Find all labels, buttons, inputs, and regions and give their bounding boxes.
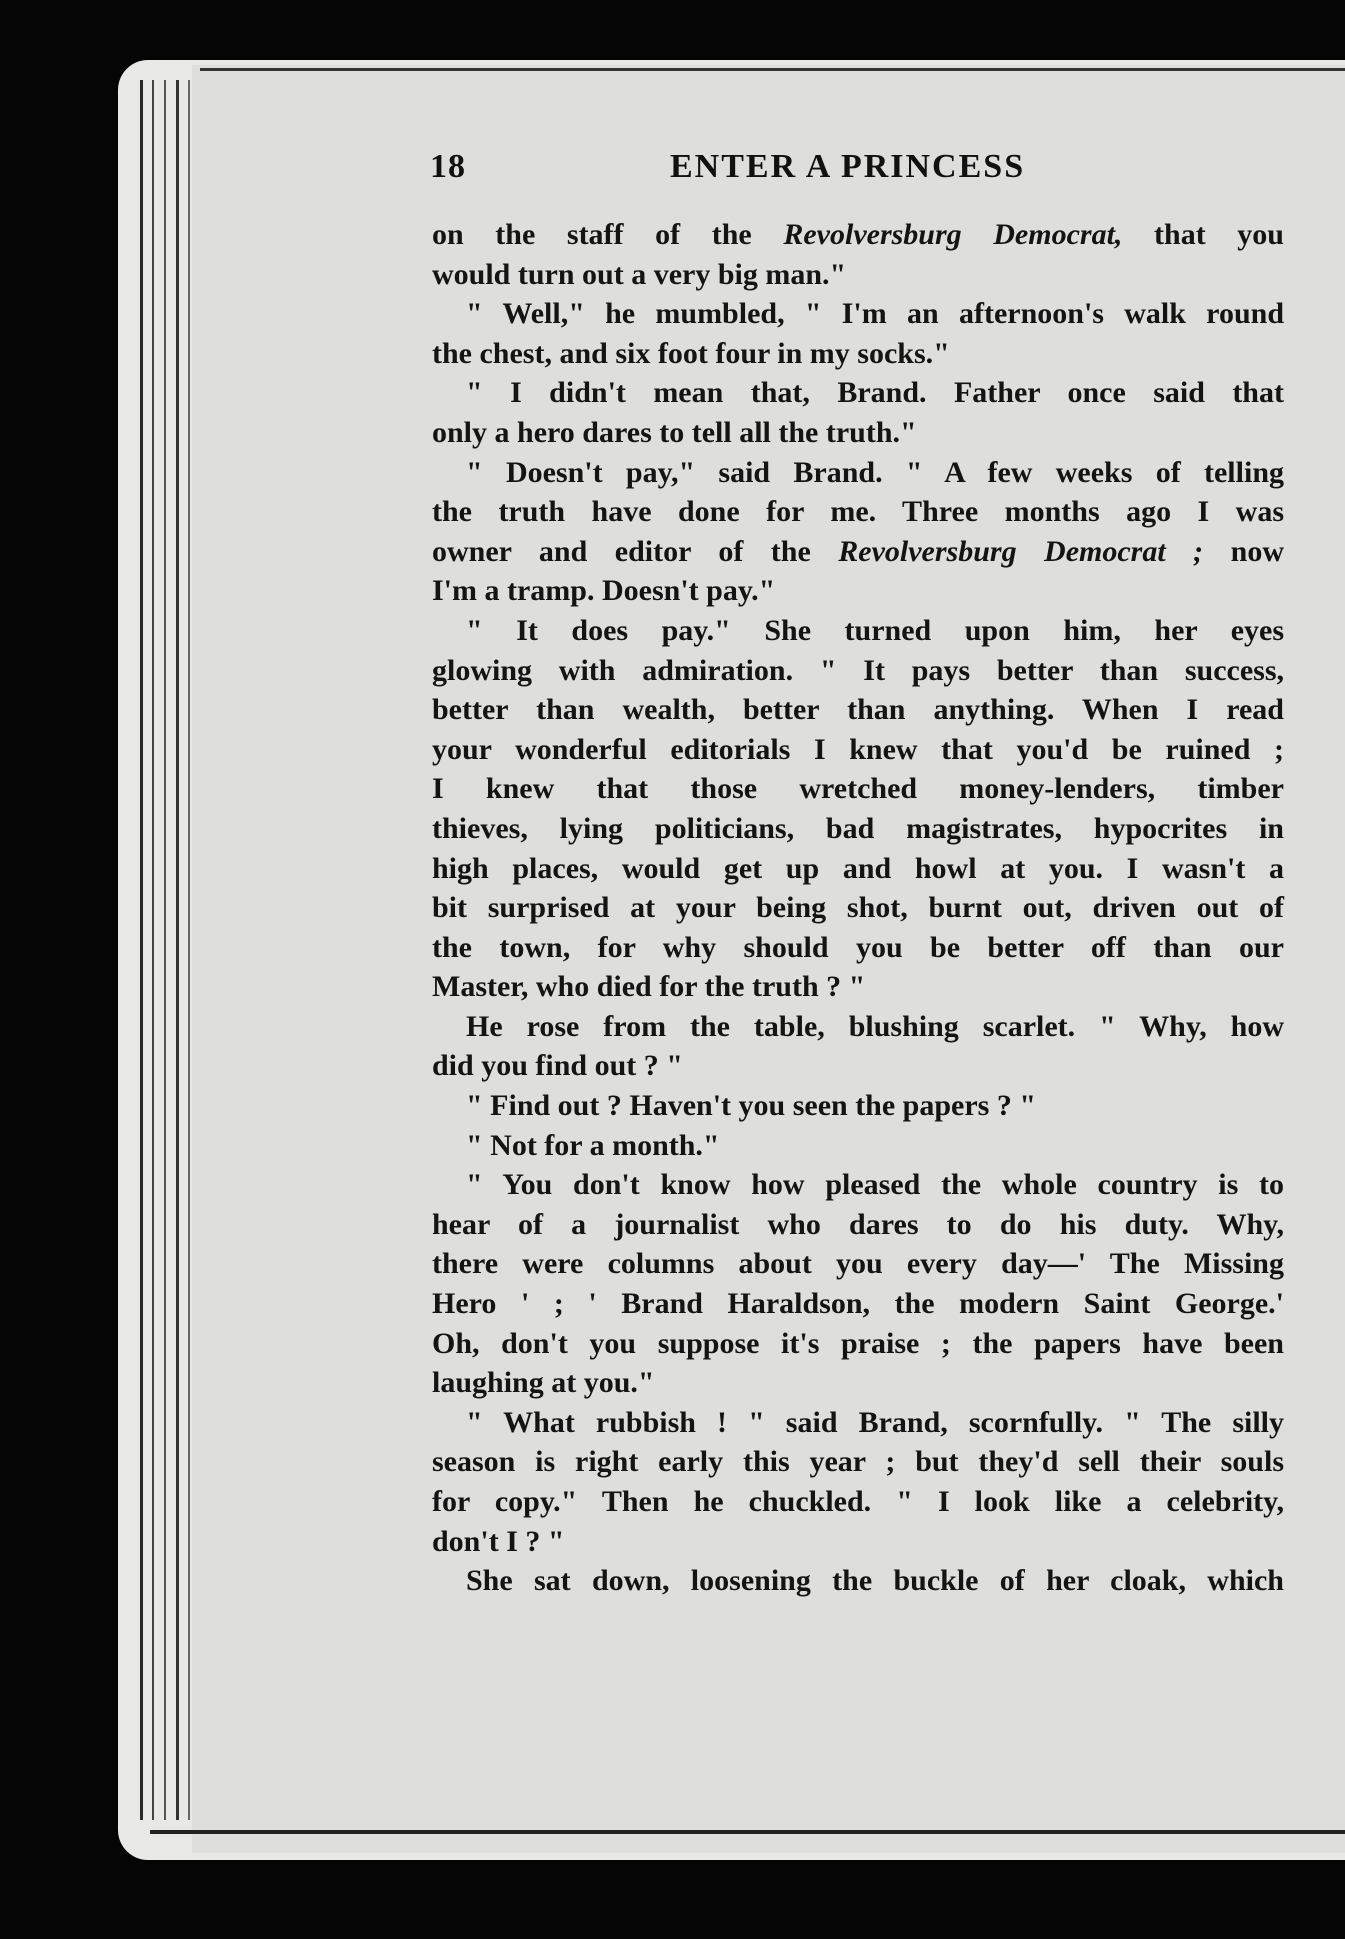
text-line xyxy=(432,611,1284,651)
text-segment: on the staff of the xyxy=(432,218,784,251)
text-segment: " What rubbish ! " said Brand, scornfully. " The silly xyxy=(466,1405,1284,1439)
text-segment: better than wealth, better than anything. When I read xyxy=(432,693,1284,727)
text-line xyxy=(432,928,1284,968)
text-line xyxy=(432,967,1284,1007)
text-line xyxy=(432,1244,1284,1284)
text-segment: Master, who died for the truth ? " xyxy=(432,970,866,1004)
italic-title: Revolversburg Democrat ; xyxy=(838,534,1204,568)
text-line xyxy=(432,1561,1284,1601)
text-line xyxy=(432,1007,1284,1047)
page-edge xyxy=(140,80,143,1820)
text-line xyxy=(432,255,1284,295)
running-title: ENTER A PRINCESS xyxy=(670,148,1026,185)
page-edge xyxy=(152,80,154,1820)
text-line xyxy=(432,1442,1284,1482)
text-line xyxy=(432,532,1284,572)
page-header xyxy=(430,148,1340,192)
text-segment: " It does pay." She turned upon him, her eyes xyxy=(466,613,1284,647)
page-edge xyxy=(176,80,179,1820)
page-edge xyxy=(188,80,190,1820)
text-segment: Hero ' ; ' Brand Haraldson, the modern Saint George.' xyxy=(432,1287,1284,1321)
text-segment: I knew that those wretched money-lenders, timber xyxy=(432,772,1284,806)
text-line xyxy=(432,1205,1284,1245)
text-segment: " Find out ? Haven't you seen the papers ? " xyxy=(466,1089,1037,1123)
text-line xyxy=(432,849,1284,889)
text-line xyxy=(432,1482,1284,1522)
text-line xyxy=(432,690,1284,730)
body-text xyxy=(432,215,1284,1601)
text-line xyxy=(432,888,1284,928)
text-line xyxy=(432,1284,1284,1324)
text-segment: " You don't know how pleased the whole country is to xyxy=(466,1168,1284,1202)
text-segment: would turn out a very big man." xyxy=(432,257,847,291)
text-line xyxy=(432,1165,1284,1205)
text-segment: don't I ? " xyxy=(432,1524,565,1558)
text-segment: thieves, lying politicians, bad magistrates, hypocrites in xyxy=(432,811,1284,845)
text-line xyxy=(432,413,1284,453)
text-line xyxy=(432,651,1284,691)
text-segment: laughing at you." xyxy=(432,1366,655,1400)
text-segment: He rose from the table, blushing scarlet. " Why, how xyxy=(466,1009,1284,1043)
text-line xyxy=(432,453,1284,493)
text-segment: your wonderful editorials I knew that you'd be ruined ; xyxy=(432,732,1284,766)
text-line xyxy=(432,1086,1284,1126)
text-segment: did you find out ? " xyxy=(432,1049,683,1083)
page-top-edge xyxy=(200,68,1345,71)
text-line xyxy=(432,571,1284,611)
text-segment: for copy." Then he chuckled. " I look like a celebrity, xyxy=(432,1485,1284,1518)
text-segment: bit surprised at your being shot, burnt out, driven out of xyxy=(432,891,1284,925)
text-segment: the town, for why should you be better off than our xyxy=(432,930,1284,964)
text-line xyxy=(432,1046,1284,1086)
text-segment: owner and editor of the xyxy=(432,534,839,568)
text-segment: hear of a journalist who dares to do his duty. Why, xyxy=(432,1207,1284,1241)
text-segment: I'm a tramp. Doesn't pay." xyxy=(432,574,776,608)
text-line xyxy=(432,334,1284,374)
text-line xyxy=(432,373,1284,413)
text-segment: " I didn't mean that, Brand. Father once said that xyxy=(466,376,1284,410)
text-segment: high places, would get up and howl at you. I wasn't a xyxy=(432,851,1284,885)
text-segment: there were columns about you every day—' The Missing xyxy=(432,1247,1284,1281)
text-segment: season is right early this year ; but they'd sell their souls xyxy=(432,1445,1284,1479)
text-line xyxy=(432,809,1284,849)
text-line xyxy=(432,294,1284,334)
page-bottom-edge xyxy=(150,1830,1345,1834)
text-line xyxy=(432,769,1284,809)
text-line xyxy=(432,215,1284,255)
text-segment: now xyxy=(1203,534,1284,568)
text-line xyxy=(432,730,1284,770)
text-segment: She sat down, loosening the buckle of her cloak, which xyxy=(466,1564,1284,1598)
text-segment: the truth have done for me. Three months ago I was xyxy=(432,495,1284,529)
text-segment: " Doesn't pay," said Brand. " A few weeks of telling xyxy=(466,455,1284,489)
italic-title: Revolversburg Democrat, xyxy=(783,218,1123,251)
text-segment: that you xyxy=(1122,218,1284,251)
text-line xyxy=(432,1522,1284,1562)
text-line xyxy=(432,1324,1284,1364)
text-segment: the chest, and six foot four in my socks." xyxy=(432,336,950,370)
text-segment: " Not for a month." xyxy=(466,1128,720,1162)
page-edge xyxy=(164,80,166,1820)
text-segment: " Well," he mumbled, " I'm an afternoon's walk round xyxy=(466,297,1284,331)
text-segment: Oh, don't you suppose it's praise ; the papers have been xyxy=(432,1326,1284,1360)
page-number: 18 xyxy=(430,148,466,185)
text-line xyxy=(432,1126,1284,1166)
text-line xyxy=(432,492,1284,532)
text-segment: glowing with admiration. " It pays better than success, xyxy=(432,653,1284,687)
text-line xyxy=(432,1363,1284,1403)
text-line xyxy=(432,1403,1284,1443)
text-segment: only a hero dares to tell all the truth." xyxy=(432,415,917,449)
